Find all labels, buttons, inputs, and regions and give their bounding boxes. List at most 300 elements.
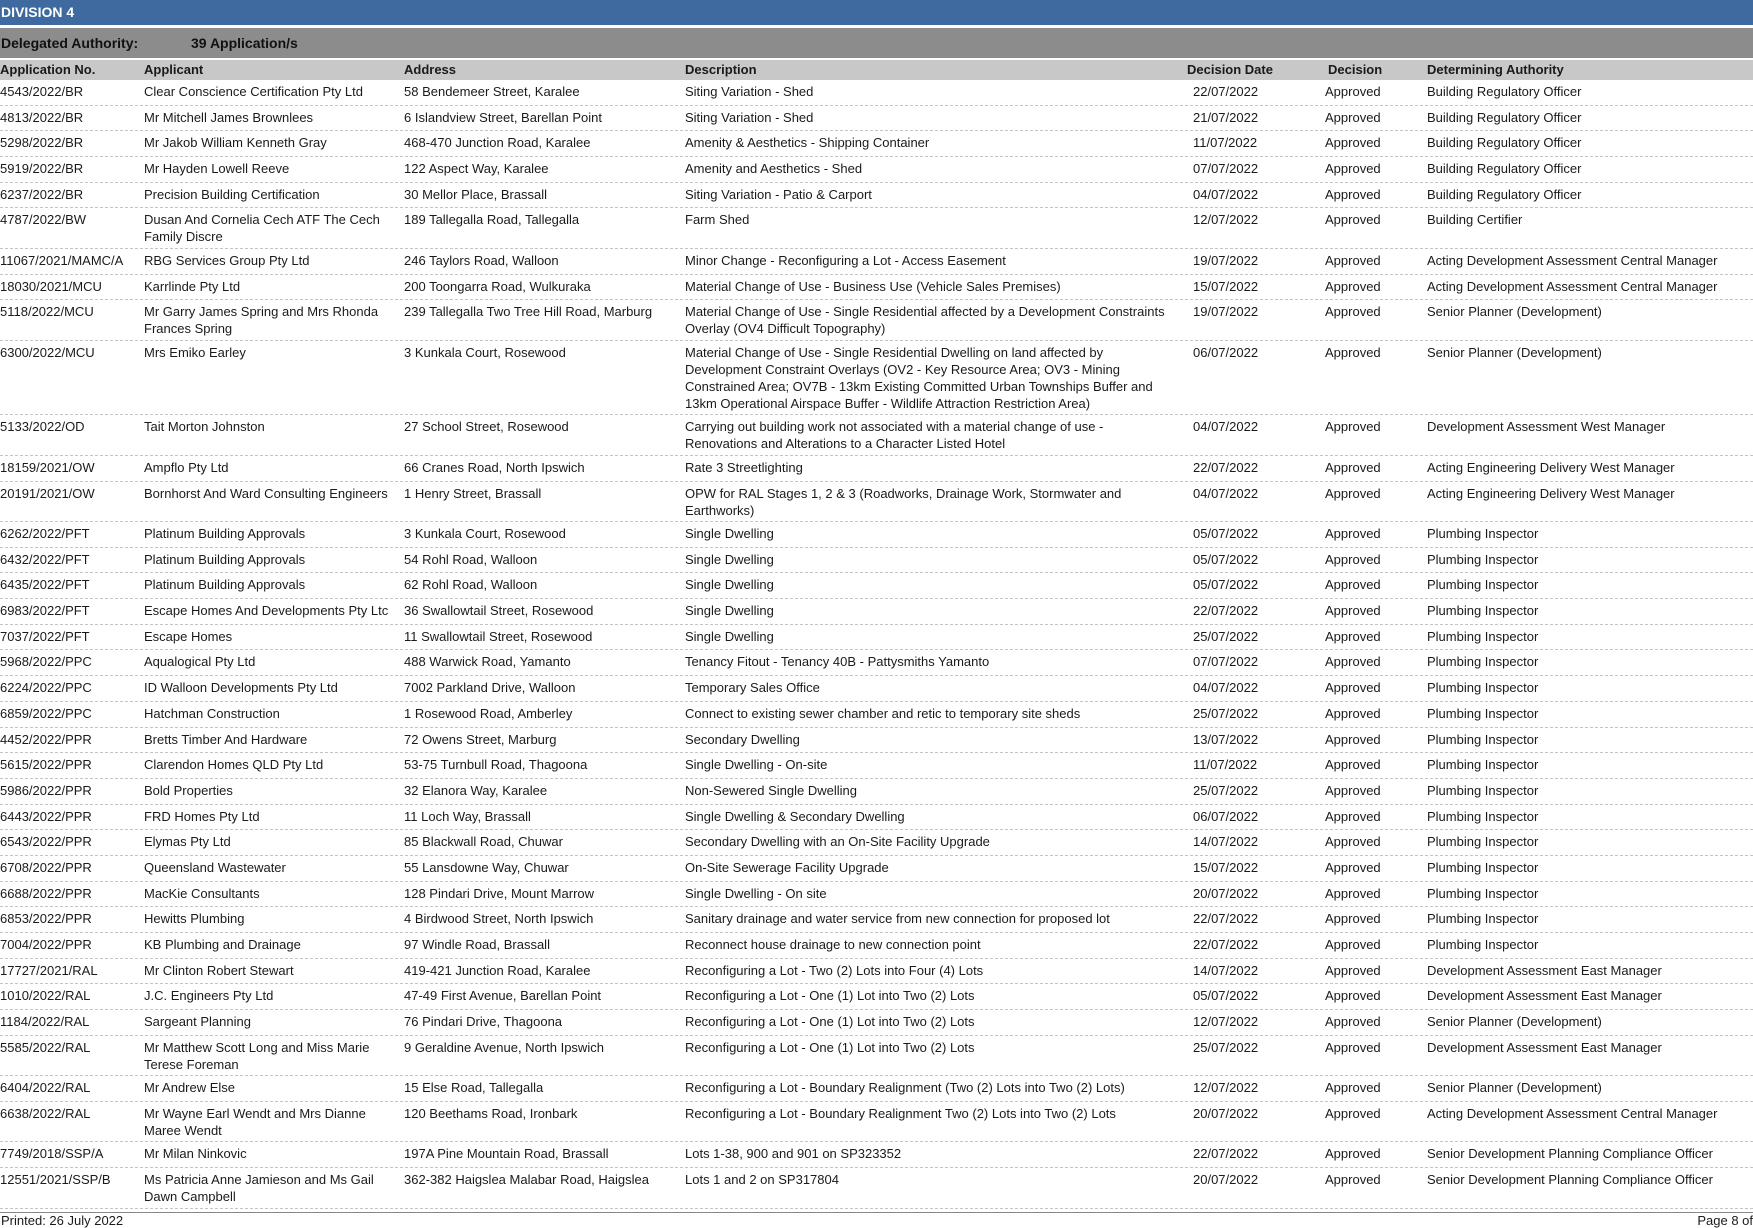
cell-description: Rate 3 Streetlighting [685, 459, 803, 475]
table-row [0, 1102, 1753, 1143]
cell-decision-date: 25/07/2022 [1193, 705, 1259, 721]
cell-application-no: 7004/2022/PPR [0, 937, 92, 952]
cell-applicant: J.C. Engineers Pty Ltd [144, 988, 274, 1004]
cell-determining-authority: Building Regulatory Officer [1427, 186, 1582, 202]
cell-application-no: 1010/2022/RAL [0, 988, 91, 1004]
cell-determining-authority: Plumbing Inspector [1427, 551, 1539, 567]
page-number: Page 8 of [1697, 1213, 1753, 1228]
cell-decision-date: 14/07/2022 [1193, 834, 1259, 850]
column-header-determining-authority: Determining Authority [1427, 62, 1564, 77]
cell-determining-authority: Acting Development Assessment Central Manager [1427, 1105, 1718, 1121]
cell-decision-date: 25/07/2022 [1193, 1039, 1259, 1055]
cell-determining-authority: Plumbing Inspector [1427, 885, 1539, 901]
cell-decision-date: 12/07/2022 [1193, 212, 1259, 228]
cell-applicant: Hewitts Plumbing [144, 911, 245, 927]
cell-decision-date: 22/07/2022 [1193, 459, 1259, 475]
cell-decision-date: 11/07/2022 [1193, 135, 1258, 151]
cell-application-no: 6688/2022/PPR [0, 885, 92, 901]
cell-decision: Approved [1325, 603, 1381, 619]
cell-description: Secondary Dwelling with an On-Site Facility Upgrade [685, 834, 990, 850]
cell-decision: Approved [1325, 757, 1381, 773]
cell-determining-authority: Plumbing Inspector [1427, 808, 1539, 824]
cell-decision: Approved [1325, 1080, 1381, 1096]
applications-table [0, 80, 1753, 1209]
cell-applicant: Elymas Pty Ltd [144, 834, 231, 850]
cell-address: 7002 Parkland Drive, Walloon [404, 680, 576, 696]
cell-description: Temporary Sales Office [685, 680, 820, 696]
cell-address: 30 Mellor Place, Brassall [404, 186, 548, 202]
cell-description: Lots 1-38, 900 and 901 on SP323352 [685, 1146, 902, 1162]
cell-address: 122 Aspect Way, Karalee [404, 161, 549, 177]
cell-decision: Approved [1325, 485, 1381, 501]
cell-decision-date: 14/07/2022 [1193, 962, 1259, 978]
cell-application-no: 6443/2022/PPR [0, 808, 92, 824]
cell-address: 488 Warwick Road, Yamanto [404, 654, 571, 670]
cell-decision-date: 22/07/2022 [1193, 1146, 1259, 1162]
table-row [0, 157, 1753, 183]
cell-applicant: Mr Garry James Spring and Mrs Rhonda Frances Spring [144, 304, 379, 337]
cell-description: Single Dwelling [685, 551, 774, 567]
cell-description: Non-Sewered Single Dwelling [685, 782, 857, 798]
table-row [0, 830, 1753, 856]
cell-application-no: 5133/2022/OD [0, 419, 85, 435]
cell-decision-date: 04/07/2022 [1193, 680, 1259, 696]
table-row [0, 599, 1753, 625]
table-row [0, 249, 1753, 275]
cell-applicant: Bornhorst And Ward Consulting Engineers [144, 485, 388, 501]
cell-application-no: 4787/2022/BW [0, 212, 87, 228]
cell-application-no: 6638/2022/RAL [0, 1105, 91, 1121]
cell-application-no: 17727/2021/RAL [0, 962, 98, 978]
cell-application-no: 7749/2018/SSP/A [0, 1146, 104, 1162]
cell-determining-authority: Plumbing Inspector [1427, 628, 1539, 644]
cell-decision: Approved [1325, 911, 1381, 927]
cell-decision: Approved [1325, 419, 1381, 435]
table-row [0, 548, 1753, 574]
cell-determining-authority: Acting Engineering Delivery West Manager [1427, 459, 1675, 475]
table-row [0, 856, 1753, 882]
column-header-decision-date: Decision Date [1187, 62, 1273, 77]
cell-description: Siting Variation - Shed [685, 84, 814, 99]
cell-decision-date: 20/07/2022 [1193, 1172, 1259, 1188]
cell-description: Single Dwelling [685, 526, 774, 541]
cell-application-no: 6262/2022/PFT [0, 526, 90, 541]
table-row [0, 456, 1753, 482]
cell-applicant: Platinum Building Approvals [144, 526, 306, 541]
cell-description: Sanitary drainage and water service from new connection for proposed lot [685, 911, 1110, 927]
cell-application-no: 6859/2022/PPC [0, 705, 92, 721]
cell-address: 3 Kunkala Court, Rosewood [404, 526, 566, 541]
cell-decision: Approved [1325, 577, 1381, 593]
cell-applicant: Sargeant Planning [144, 1014, 251, 1030]
cell-description: Reconfiguring a Lot - One (1) Lot into Two (2) Lots [685, 1039, 975, 1055]
cell-description: Carrying out building work not associated with a material change of use - Renovations and Alterations to a Character Listed Hotel [685, 419, 1104, 452]
cell-application-no: 5298/2022/BR [0, 135, 84, 151]
table-row [0, 80, 1753, 106]
cell-description: Reconfiguring a Lot - One (1) Lot into Two (2) Lots [685, 988, 975, 1004]
cell-application-no: 12551/2021/SSP/B [0, 1172, 111, 1188]
cell-decision-date: 04/07/2022 [1193, 186, 1259, 202]
cell-description: Siting Variation - Patio & Carport [685, 186, 872, 202]
cell-decision-date: 21/07/2022 [1193, 109, 1259, 125]
cell-address: 11 Loch Way, Brassall [404, 808, 531, 824]
cell-description: Minor Change - Reconfiguring a Lot - Access Easement [685, 252, 1006, 268]
cell-decision-date: 25/07/2022 [1193, 782, 1259, 798]
cell-application-no: 6300/2022/MCU [0, 344, 95, 360]
cell-address: 97 Windle Road, Brassall [404, 937, 550, 952]
cell-decision: Approved [1325, 551, 1381, 567]
cell-applicant: Karrlinde Pty Ltd [144, 278, 241, 294]
cell-description: Reconfiguring a Lot - One (1) Lot into Two (2) Lots [685, 1014, 975, 1030]
cell-decision-date: 04/07/2022 [1193, 419, 1259, 435]
cell-address: 362-382 Haigslea Malabar Road, Haigslea [404, 1172, 649, 1188]
table-row [0, 1010, 1753, 1036]
cell-application-no: 1184/2022/RAL [0, 1014, 90, 1030]
cell-applicant: Mr Matthew Scott Long and Miss Marie Terese Foreman [144, 1039, 370, 1072]
cell-decision: Approved [1325, 1146, 1381, 1162]
table-row [0, 882, 1753, 908]
cell-application-no: 5118/2022/MCU [0, 304, 94, 320]
cell-applicant: Mr Jakob William Kenneth Gray [144, 135, 327, 151]
cell-decision: Approved [1325, 135, 1381, 151]
cell-address: 4 Birdwood Street, North Ipswich [404, 911, 594, 927]
cell-decision-date: 12/07/2022 [1193, 1080, 1259, 1096]
cell-decision-date: 07/07/2022 [1193, 654, 1259, 670]
cell-applicant: Mr Andrew Else [144, 1080, 236, 1096]
table-row [0, 300, 1753, 341]
table-row [0, 984, 1753, 1010]
table-row [0, 275, 1753, 301]
cell-determining-authority: Senior Planner (Development) [1427, 344, 1602, 360]
cell-determining-authority: Plumbing Inspector [1427, 680, 1539, 696]
column-header-description: Description [685, 62, 757, 77]
cell-decision: Approved [1325, 278, 1381, 294]
cell-application-no: 5585/2022/RAL [0, 1039, 91, 1055]
cell-applicant: Escape Homes [144, 628, 233, 644]
cell-applicant: Escape Homes And Developments Pty Ltc [144, 603, 389, 619]
cell-determining-authority: Plumbing Inspector [1427, 757, 1539, 773]
cell-address: 55 Lansdowne Way, Chuwar [404, 859, 569, 875]
cell-decision-date: 05/07/2022 [1193, 526, 1259, 541]
cell-applicant: Aqualogical Pty Ltd [144, 654, 256, 670]
cell-applicant: RBG Services Group Pty Ltd [144, 252, 310, 268]
table-row [0, 1036, 1753, 1077]
table-row [0, 1142, 1753, 1168]
cell-address: 72 Owens Street, Marburg [404, 731, 557, 747]
cell-decision-date: 06/07/2022 [1193, 344, 1259, 360]
cell-address: 1 Henry Street, Brassall [404, 485, 542, 501]
cell-address: 1 Rosewood Road, Amberley [404, 705, 573, 721]
table-row [0, 341, 1753, 416]
cell-determining-authority: Senior Planner (Development) [1427, 304, 1602, 320]
cell-description: Single Dwelling [685, 577, 774, 593]
cell-decision-date: 25/07/2022 [1193, 628, 1259, 644]
cell-address: 200 Toongarra Road, Wulkuraka [404, 278, 591, 294]
cell-address: 6 Islandview Street, Barellan Point [404, 109, 602, 125]
table-row [0, 702, 1753, 728]
cell-determining-authority: Development Assessment East Manager [1427, 962, 1662, 978]
cell-decision: Approved [1325, 782, 1381, 798]
cell-description: Farm Shed [685, 212, 750, 228]
footer-divider [0, 1212, 1753, 1213]
cell-description: Material Change of Use - Single Residential Dwelling on land affected by Development Constraint Overlays (OV2 - Key Resource Area; OV3 - Mining Constrained Area; OV7B - 13km Existing Committed Urban Townships Buffer and 13km Operational Airspace Buffer - Wildlife Attraction Restriction Area) [685, 344, 1153, 411]
cell-application-no: 6708/2022/PPR [0, 859, 92, 875]
cell-applicant: MacKie Consultants [144, 885, 260, 901]
table-row [0, 1076, 1753, 1102]
table-row [0, 805, 1753, 831]
cell-decision-date: 19/07/2022 [1193, 304, 1259, 320]
cell-address: 419-421 Junction Road, Karalee [404, 962, 591, 978]
table-row [0, 131, 1753, 157]
cell-address: 36 Swallowtail Street, Rosewood [404, 603, 594, 619]
cell-determining-authority: Senior Planner (Development) [1427, 1014, 1602, 1030]
cell-description: Single Dwelling - On-site [685, 757, 828, 773]
cell-decision: Approved [1325, 1039, 1381, 1055]
cell-decision: Approved [1325, 859, 1381, 875]
cell-description: Reconfiguring a Lot - Two (2) Lots into Four (4) Lots [685, 962, 984, 978]
cell-address: 85 Blackwall Road, Chuwar [404, 834, 563, 850]
cell-decision-date: 20/07/2022 [1193, 1105, 1259, 1121]
table-row [0, 625, 1753, 651]
cell-applicant: Platinum Building Approvals [144, 551, 306, 567]
cell-decision-date: 15/07/2022 [1193, 859, 1259, 875]
cell-applicant: Mr Clinton Robert Stewart [144, 962, 294, 978]
table-row [0, 907, 1753, 933]
cell-description: Single Dwelling & Secondary Dwelling [685, 808, 905, 824]
cell-description: Amenity and Aesthetics - Shed [685, 161, 863, 177]
cell-address: 468-470 Junction Road, Karalee [404, 135, 591, 151]
cell-address: 239 Tallegalla Two Tree Hill Road, Marburg [404, 304, 653, 320]
cell-decision-date: 22/07/2022 [1193, 911, 1259, 927]
cell-decision: Approved [1325, 731, 1381, 747]
cell-determining-authority: Plumbing Inspector [1427, 526, 1539, 541]
cell-applicant: Mr Wayne Earl Wendt and Mrs Dianne Maree Wendt [144, 1105, 366, 1138]
cell-address: 58 Bendemeer Street, Karalee [404, 84, 580, 99]
cell-decision-date: 13/07/2022 [1193, 731, 1259, 747]
summary-label: Delegated Authority: [1, 35, 139, 51]
cell-application-no: 5919/2022/BR [0, 161, 84, 177]
cell-decision: Approved [1325, 628, 1381, 644]
cell-decision-date: 07/07/2022 [1193, 161, 1259, 177]
table-row [0, 106, 1753, 132]
printed-date: Printed: 26 July 2022 [1, 1213, 124, 1228]
cell-determining-authority: Building Regulatory Officer [1427, 109, 1582, 125]
cell-decision-date: 05/07/2022 [1193, 577, 1259, 593]
cell-applicant: Hatchman Construction [144, 705, 280, 721]
cell-application-no: 7037/2022/PFT [0, 628, 90, 644]
cell-applicant: Clarendon Homes QLD Pty Ltd [144, 757, 324, 773]
cell-application-no: 5968/2022/PPC [0, 654, 92, 670]
cell-applicant: Mr Mitchell James Brownlees [144, 109, 314, 125]
cell-application-no: 5615/2022/PPR [0, 757, 92, 773]
cell-application-no: 6435/2022/PFT [0, 577, 90, 593]
cell-determining-authority: Acting Development Assessment Central Manager [1427, 252, 1718, 268]
cell-applicant: Mr Hayden Lowell Reeve [144, 161, 290, 177]
cell-application-no: 18159/2021/OW [0, 459, 95, 475]
cell-application-no: 6543/2022/PPR [0, 834, 92, 850]
cell-decision: Approved [1325, 808, 1381, 824]
cell-description: Amenity & Aesthetics - Shipping Container [685, 135, 930, 151]
cell-description: Tenancy Fitout - Tenancy 40B - Pattysmiths Yamanto [685, 654, 990, 670]
cell-address: 62 Rohl Road, Walloon [404, 577, 538, 593]
cell-address: 197A Pine Mountain Road, Brassall [404, 1146, 609, 1162]
cell-decision: Approved [1325, 212, 1381, 228]
cell-decision-date: 19/07/2022 [1193, 252, 1259, 268]
cell-applicant: Mr Milan Ninkovic [144, 1146, 247, 1162]
cell-determining-authority: Plumbing Inspector [1427, 911, 1539, 927]
cell-decision-date: 22/07/2022 [1193, 603, 1259, 619]
cell-decision: Approved [1325, 962, 1381, 978]
cell-decision: Approved [1325, 109, 1381, 125]
cell-applicant: Platinum Building Approvals [144, 577, 306, 593]
cell-determining-authority: Senior Development Planning Compliance Officer [1427, 1172, 1713, 1188]
cell-description: Material Change of Use - Single Residential affected by a Development Constraints Overlay (OV4 Difficult Topography) [685, 304, 1165, 337]
table-row [0, 779, 1753, 805]
cell-decision: Approved [1325, 1172, 1381, 1188]
cell-determining-authority: Development Assessment West Manager [1427, 419, 1666, 435]
cell-decision: Approved [1325, 988, 1381, 1004]
cell-decision-date: 04/07/2022 [1193, 485, 1259, 501]
cell-description: Single Dwelling [685, 628, 774, 644]
cell-determining-authority: Plumbing Inspector [1427, 859, 1539, 875]
cell-decision: Approved [1325, 459, 1381, 475]
cell-application-no: 4813/2022/BR [0, 109, 84, 125]
table-row [0, 415, 1753, 456]
table-row [0, 1168, 1753, 1209]
cell-decision: Approved [1325, 834, 1381, 850]
cell-determining-authority: Plumbing Inspector [1427, 731, 1539, 747]
cell-address: 189 Tallegalla Road, Tallegalla [404, 212, 580, 228]
cell-description: Material Change of Use - Business Use (Vehicle Sales Premises) [685, 278, 1061, 294]
cell-applicant: Queensland Wastewater [144, 859, 286, 875]
table-row [0, 208, 1753, 249]
cell-description: Connect to existing sewer chamber and retic to temporary site sheds [685, 705, 1081, 721]
table-row [0, 753, 1753, 779]
cell-decision-date: 06/07/2022 [1193, 808, 1259, 824]
cell-decision: Approved [1325, 1014, 1381, 1030]
cell-determining-authority: Plumbing Inspector [1427, 654, 1539, 670]
cell-description: Secondary Dwelling [685, 731, 800, 747]
cell-address: 3 Kunkala Court, Rosewood [404, 344, 566, 360]
cell-description: Siting Variation - Shed [685, 109, 814, 125]
application-count: 39 Application/s [191, 35, 298, 51]
cell-decision: Approved [1325, 161, 1381, 177]
cell-address: 32 Elanora Way, Karalee [404, 782, 548, 798]
cell-determining-authority: Building Regulatory Officer [1427, 84, 1582, 99]
table-row [0, 482, 1753, 523]
table-row [0, 183, 1753, 209]
cell-address: 53-75 Turnbull Road, Thagoona [404, 757, 588, 773]
division-title: DIVISION 4 [1, 4, 75, 20]
table-row [0, 650, 1753, 676]
cell-determining-authority: Plumbing Inspector [1427, 577, 1539, 593]
cell-decision-date: 12/07/2022 [1193, 1014, 1259, 1030]
cell-decision-date: 05/07/2022 [1193, 551, 1259, 567]
cell-applicant: FRD Homes Pty Ltd [144, 808, 260, 824]
cell-determining-authority: Plumbing Inspector [1427, 705, 1539, 721]
division-header [0, 0, 1753, 25]
cell-decision-date: 05/07/2022 [1193, 988, 1259, 1004]
cell-applicant: Bretts Timber And Hardware [144, 731, 308, 747]
cell-decision: Approved [1325, 304, 1381, 320]
cell-decision: Approved [1325, 1105, 1381, 1121]
cell-application-no: 5986/2022/PPR [0, 782, 92, 798]
cell-address: 76 Pindari Drive, Thagoona [404, 1014, 563, 1030]
cell-applicant: Ampflo Pty Ltd [144, 459, 229, 475]
cell-determining-authority: Development Assessment East Manager [1427, 1039, 1662, 1055]
cell-applicant: Tait Morton Johnston [144, 419, 265, 435]
cell-determining-authority: Plumbing Inspector [1427, 782, 1539, 798]
cell-decision: Approved [1325, 705, 1381, 721]
table-row [0, 573, 1753, 599]
cell-determining-authority: Plumbing Inspector [1427, 603, 1539, 619]
cell-address: 128 Pindari Drive, Mount Marrow [404, 885, 595, 901]
cell-address: 15 Else Road, Tallegalla [404, 1080, 544, 1096]
cell-address: 246 Taylors Road, Walloon [404, 252, 559, 268]
cell-description: Single Dwelling [685, 603, 774, 619]
table-row [0, 959, 1753, 985]
cell-description: Reconfiguring a Lot - Boundary Realignment (Two (2) Lots into Two (2) Lots) [685, 1080, 1125, 1096]
cell-application-no: 6983/2022/PFT [0, 603, 90, 619]
cell-applicant: ID Walloon Developments Pty Ltd [144, 680, 338, 696]
cell-application-no: 4543/2022/BR [0, 84, 84, 99]
cell-decision: Approved [1325, 937, 1381, 952]
cell-description: Lots 1 and 2 on SP317804 [685, 1172, 839, 1188]
cell-address: 47-49 First Avenue, Barellan Point [404, 988, 602, 1004]
cell-description: On-Site Sewerage Facility Upgrade [685, 859, 889, 875]
cell-decision-date: 11/07/2022 [1193, 757, 1258, 773]
cell-applicant: Clear Conscience Certification Pty Ltd [144, 84, 363, 99]
cell-address: 27 School Street, Rosewood [404, 419, 569, 435]
cell-application-no: 11067/2021/MAMC/A [0, 252, 124, 268]
table-row [0, 676, 1753, 702]
cell-applicant: KB Plumbing and Drainage [144, 937, 301, 952]
cell-decision: Approved [1325, 252, 1381, 268]
cell-determining-authority: Senior Planner (Development) [1427, 1080, 1602, 1096]
cell-determining-authority: Acting Engineering Delivery West Manager [1427, 485, 1675, 501]
cell-determining-authority: Building Regulatory Officer [1427, 135, 1582, 151]
cell-determining-authority: Senior Development Planning Compliance Officer [1427, 1146, 1713, 1162]
cell-application-no: 6853/2022/PPR [0, 911, 92, 927]
cell-applicant: Ms Patricia Anne Jamieson and Ms Gail Dawn Campbell [144, 1172, 374, 1205]
cell-application-no: 6224/2022/PPC [0, 680, 92, 696]
cell-decision-date: 22/07/2022 [1193, 937, 1259, 952]
cell-description: OPW for RAL Stages 1, 2 & 3 (Roadworks, Drainage Work, Stormwater and Earthworks) [685, 485, 1122, 518]
cell-application-no: 6404/2022/RAL [0, 1080, 91, 1096]
cell-decision: Approved [1325, 526, 1381, 541]
cell-application-no: 6237/2022/BR [0, 186, 84, 202]
cell-applicant: Dusan And Cornelia Cech ATF The Cech Family Discre [144, 212, 380, 245]
cell-applicant: Bold Properties [144, 782, 233, 798]
column-header-address: Address [404, 62, 457, 77]
cell-determining-authority: Acting Development Assessment Central Manager [1427, 278, 1718, 294]
column-header-applicant: Applicant [144, 62, 204, 77]
cell-applicant: Precision Building Certification [144, 186, 320, 202]
summary-bar [0, 28, 1753, 58]
cell-address: 11 Swallowtail Street, Rosewood [404, 628, 593, 644]
cell-description: Reconnect house drainage to new connection point [685, 937, 981, 952]
table-row [0, 933, 1753, 959]
column-header-decision: Decision [1328, 62, 1383, 77]
cell-address: 54 Rohl Road, Walloon [404, 551, 538, 567]
table-row [0, 728, 1753, 754]
table-header [0, 60, 1753, 80]
cell-determining-authority: Building Regulatory Officer [1427, 161, 1582, 177]
cell-description: Single Dwelling - On site [685, 885, 827, 901]
cell-decision: Approved [1325, 885, 1381, 901]
cell-application-no: 4452/2022/PPR [0, 731, 92, 747]
cell-address: 66 Cranes Road, North Ipswich [404, 459, 585, 475]
